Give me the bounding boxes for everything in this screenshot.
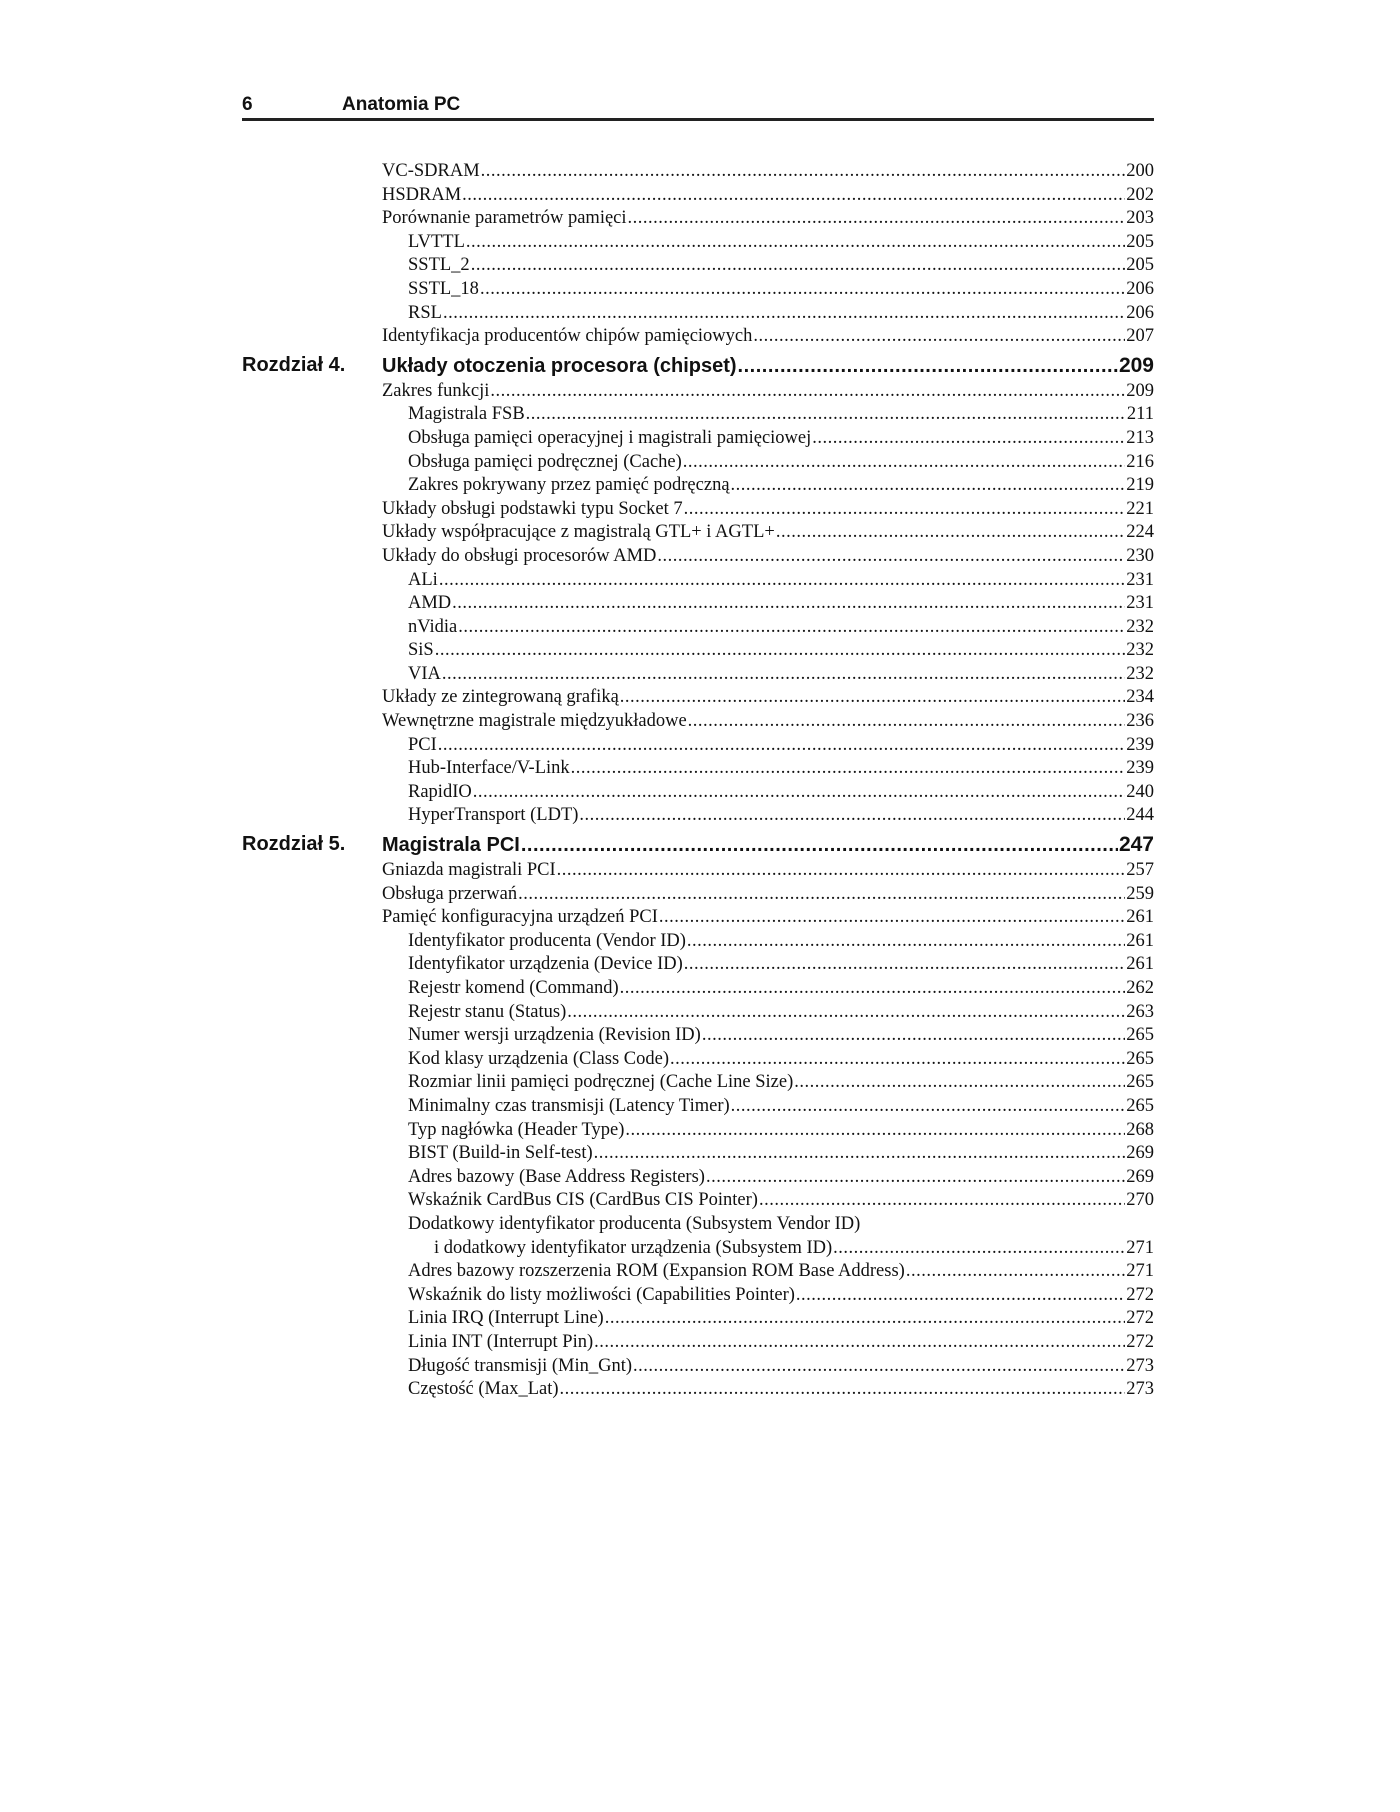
toc-entry [408,781,1154,805]
toc-entry [408,1119,1154,1143]
dot-leader [657,545,1125,569]
toc-entry [408,953,1154,977]
dot-leader [706,1166,1125,1190]
toc-entry [408,977,1154,1001]
entry-title: Długość transmisji (Min_Gnt) [408,1355,633,1376]
dot-leader [567,1001,1125,1025]
entry-title: RSL [408,302,442,323]
entry-title: Zakres pokrywany przez pamięć podręczną [408,475,730,496]
toc-entry [408,1331,1154,1355]
toc-entry [408,474,1154,498]
toc-entry-row [242,906,1154,930]
chapter-label: Rozdział 5. [242,833,346,856]
toc-entry-row [242,1331,1154,1355]
dot-leader [557,859,1126,883]
entry-page-number: 231 [1126,569,1154,590]
dot-leader [684,498,1126,522]
entry-title: RapidIO [408,781,472,802]
entry-title: SSTL_18 [408,278,479,299]
entry-page-number: 232 [1126,616,1154,637]
toc-entry-row [242,451,1154,475]
entry-page-number: 239 [1126,758,1154,779]
entry-title: LVTTL [408,231,465,252]
entry-page-number: 205 [1126,231,1154,252]
dot-leader [620,977,1126,1001]
chapter-entry [382,831,1154,859]
entry-page-number: 265 [1126,1025,1154,1046]
toc-entry [408,1378,1154,1402]
entry-page-number: 272 [1126,1331,1154,1352]
dot-leader [605,1307,1126,1331]
toc-entry-row [242,953,1154,977]
dot-leader [620,686,1125,710]
entry-title: Magistrala FSB [408,404,525,425]
toc-entry-row [242,278,1154,302]
toc-entry-row [242,1213,1154,1237]
toc-entry-row [242,474,1154,498]
toc-entry-row [242,254,1154,278]
toc-entry-row [242,1378,1154,1402]
entry-page-number: 265 [1126,1048,1154,1069]
toc-entry-row [242,498,1154,522]
entry-page-number: 272 [1126,1308,1154,1329]
toc-chapter-row [242,352,1154,379]
dot-leader [452,592,1125,616]
entry-page-number: 263 [1126,1001,1154,1022]
toc-entry-row [242,184,1154,208]
entry-title: Układy do obsługi procesorów AMD [382,545,657,566]
toc-entry [408,616,1154,640]
toc-entry [382,160,1154,184]
chapter-entry [382,352,1154,380]
toc-entry [382,325,1154,349]
entry-title: Pamięć konfiguracyjna urządzeń PCI [382,907,658,928]
entry-page-number: 216 [1126,451,1154,472]
entry-title: Rozmiar linii pamięci podręcznej (Cache Line Size) [408,1072,794,1093]
entry-title: VIA [408,663,441,684]
entry-title: SiS [408,640,434,661]
toc-entry-row [242,781,1154,805]
toc-entry-row [242,380,1154,404]
entry-page-number: 265 [1126,1072,1154,1093]
toc-entry-row [242,1307,1154,1331]
toc-entry [408,403,1154,427]
toc-entry [408,1189,1154,1213]
dot-leader [731,474,1126,498]
toc-entry-row [242,1260,1154,1284]
dot-leader [633,1355,1125,1379]
toc-entry [408,1001,1154,1025]
page-number: 6 [242,94,253,115]
entry-page-number: 272 [1126,1284,1154,1305]
dot-leader [759,1189,1125,1213]
toc-entry [408,1142,1154,1166]
toc-entry-row [242,569,1154,593]
dot-leader [731,1095,1126,1119]
entry-title: Obsługa pamięci podręcznej (Cache) [408,451,682,472]
entry-title: Numer wersji urządzenia (Revision ID) [408,1025,701,1046]
dot-leader [458,616,1125,640]
toc-entry [382,498,1154,522]
entry-title: ALi [408,569,438,590]
toc-entry [408,1024,1154,1048]
entry-page-number: 202 [1126,184,1154,205]
toc-entry-row [242,686,1154,710]
table-of-contents [242,160,1154,1402]
chapter-label: Rozdział 4. [242,353,346,376]
toc-entry [408,569,1154,593]
toc-entry-row [242,1071,1154,1095]
chapter-page-number: 209 [1118,353,1154,377]
entry-title: Wskaźnik CardBus CIS (CardBus CIS Pointer) [408,1190,758,1211]
toc-entry [408,1095,1154,1119]
toc-entry-row [242,545,1154,569]
entry-page-number: 262 [1126,978,1154,998]
entry-title: Układy ze zintegrowaną grafiką [382,687,619,708]
entry-page-number: 224 [1126,522,1154,543]
toc-entry-row [242,930,1154,954]
entry-page-number: 261 [1126,907,1154,928]
chapter-title: Magistrala PCI [382,834,520,857]
entry-title: Adres bazowy rozszerzenia ROM (Expansion ROM Base Address) [408,1261,905,1282]
entry-title: Układy obsługi podstawki typu Socket 7 [382,498,683,519]
dot-leader [812,427,1125,451]
entry-title: Zakres funkcji [382,380,490,401]
dot-leader [439,569,1125,593]
toc-entry-row [242,231,1154,255]
toc-entry [408,663,1154,687]
dot-leader [670,1048,1125,1072]
toc-entry [382,859,1154,883]
dot-leader [687,930,1125,954]
entry-title: Rejestr stanu (Status) [408,1001,567,1022]
entry-title: AMD [408,593,452,614]
entry-page-number: 206 [1126,302,1154,323]
toc-entry-row [242,1024,1154,1048]
entry-title: HyperTransport (LDT) [408,805,579,826]
dot-leader [571,757,1126,781]
entry-page-number: 232 [1126,640,1154,661]
dot-leader [435,639,1126,663]
toc-entry [408,302,1154,326]
dot-leader [625,1119,1125,1143]
dot-leader [526,403,1126,427]
dot-leader [702,1024,1125,1048]
entry-page-number: 209 [1126,380,1154,401]
toc-entry-row [242,1284,1154,1308]
dot-leader [466,231,1125,255]
entry-title: Minimalny czas transmisji (Latency Timer) [408,1095,730,1116]
entry-page-number: 207 [1126,326,1154,347]
dot-leader [796,1284,1125,1308]
toc-entry-row [242,1142,1154,1166]
entry-page-number: 273 [1126,1355,1154,1376]
toc-entry-row [242,207,1154,231]
entry-page-number: 234 [1126,687,1154,708]
toc-entry [408,734,1154,758]
entry-page-number: 273 [1126,1379,1154,1400]
entry-page-number: 200 [1126,161,1154,181]
entry-page-number: 269 [1126,1166,1154,1187]
toc-entry-row [242,616,1154,640]
entry-title: Rejestr komend (Command) [408,978,619,998]
toc-entry-row [242,1095,1154,1119]
dot-leader [906,1260,1125,1284]
entry-page-number: 211 [1126,404,1154,425]
dot-leader [560,1378,1126,1402]
toc-entry-row [242,1237,1154,1261]
toc-entry-row [242,883,1154,907]
toc-entry [408,1307,1154,1331]
dot-leader [481,160,1126,184]
entry-title: VC-SDRAM [382,161,480,181]
dot-leader [753,325,1125,349]
toc-entry [382,380,1154,404]
dot-leader [462,184,1125,208]
running-header [242,88,1154,121]
dot-leader [684,953,1125,977]
entry-title: Identyfikator producenta (Vendor ID) [408,930,686,951]
dot-leader [480,278,1125,302]
entry-page-number: 271 [1126,1237,1154,1258]
dot-leader [579,804,1125,828]
entry-page-number: 244 [1126,805,1154,826]
entry-title: Dodatkowy identyfikator producenta (Subsystem Vendor ID) [408,1213,861,1234]
dot-leader [521,832,1118,859]
toc-entry [382,883,1154,907]
toc-entry [382,686,1154,710]
toc-entry [408,1284,1154,1308]
entry-title: BIST (Build-in Self-test) [408,1143,593,1164]
toc-entry-row [242,592,1154,616]
entry-page-number: 236 [1126,711,1154,732]
toc-entry [408,804,1154,828]
entry-page-number: 265 [1126,1095,1154,1116]
entry-title: Linia IRQ (Interrupt Line) [408,1308,604,1329]
chapter-title: Układy otoczenia procesora (chipset) [382,354,737,377]
entry-page-number: 261 [1126,930,1154,951]
toc-chapter-row [242,831,1154,858]
toc-entry-row [242,1166,1154,1190]
entry-page-number: 239 [1126,734,1154,755]
toc-entry [408,757,1154,781]
toc-entry [408,231,1154,255]
entry-page-number: 271 [1126,1261,1154,1282]
dot-leader [794,1071,1125,1095]
entry-title: nVidia [408,616,458,637]
toc-entry [408,1166,1154,1190]
entry-page-number: 221 [1126,498,1154,519]
dot-leader [776,521,1125,545]
dot-leader [833,1237,1125,1261]
entry-title: Wewnętrzne magistrale międzyukładowe [382,711,687,732]
toc-entry-row [242,1001,1154,1025]
toc-entry-row [242,639,1154,663]
toc-entry [408,1355,1154,1379]
toc-entry-row [242,757,1154,781]
toc-entry [382,545,1154,569]
entry-page-number: 268 [1126,1119,1154,1140]
toc-entry-row [242,1189,1154,1213]
toc-entry [382,521,1154,545]
dot-leader [738,353,1118,380]
dot-leader [473,781,1126,805]
entry-page-number: 259 [1126,883,1154,904]
toc-entry [408,592,1154,616]
toc-entry [434,1237,1154,1261]
toc-entry-row [242,160,1154,184]
toc-entry [408,930,1154,954]
toc-entry-row [242,427,1154,451]
toc-entry-row [242,734,1154,758]
toc-entry-row [242,804,1154,828]
toc-entry-row [242,1355,1154,1379]
toc-entry-row [242,325,1154,349]
entry-page-number: 270 [1126,1190,1154,1211]
entry-page-number: 230 [1126,545,1154,566]
toc-entry [408,1048,1154,1072]
toc-entry [382,207,1154,231]
entry-page-number: 231 [1126,593,1154,614]
entry-title: Układy współpracujące z magistralą GTL+ i AGTL+ [382,522,775,543]
entry-page-number: 257 [1126,860,1154,881]
entry-title: Wskaźnik do listy możliwości (Capabilities Pointer) [408,1284,795,1305]
entry-title: Kod klasy urządzenia (Class Code) [408,1048,669,1069]
entry-title: PCI [408,734,437,755]
toc-entry-row [242,1119,1154,1143]
entry-title: Adres bazowy (Base Address Registers) [408,1166,705,1187]
dot-leader [518,883,1125,907]
toc-entry [382,710,1154,734]
toc-entry [408,1071,1154,1095]
entry-title: Częstość (Max_Lat) [408,1379,559,1400]
toc-entry [408,427,1154,451]
entry-title: Identyfikator urządzenia (Device ID) [408,954,683,975]
toc-entry-row [242,663,1154,687]
toc-entry-row [242,859,1154,883]
dot-leader [471,254,1126,278]
entry-title: Hub-Interface/V-Link [408,758,570,779]
toc-entry-row [242,302,1154,326]
entry-page-number: 213 [1126,427,1154,448]
toc-entry-row [242,403,1154,427]
toc-entry-row [242,977,1154,1001]
dot-leader [443,302,1125,326]
toc-entry [408,254,1154,278]
toc-entry-row [242,710,1154,734]
toc-entry [408,639,1154,663]
toc-entry [382,184,1154,208]
entry-title: Obsługa przerwań [382,883,518,904]
dot-leader [490,380,1125,404]
entry-title: Typ nagłówka (Header Type) [408,1119,625,1140]
dot-leader [683,451,1125,475]
toc-entry [408,278,1154,302]
dot-leader [594,1142,1126,1166]
toc-entry-row [242,521,1154,545]
entry-title: Obsługa pamięci operacyjnej i magistrali pamięciowej [408,427,812,448]
dot-leader [688,710,1126,734]
toc-entry [408,1260,1154,1284]
toc-entry [408,1213,860,1237]
entry-page-number: 269 [1126,1143,1154,1164]
entry-page-number: 240 [1126,781,1154,802]
dot-leader [594,1331,1125,1355]
entry-title: Identyfikacja producentów chipów pamięciowych [382,326,753,347]
book-title: Anatomia PC [342,94,461,115]
entry-page-number: 261 [1126,954,1154,975]
entry-title: SSTL_2 [408,255,470,276]
toc-entry [408,451,1154,475]
entry-title: Gniazda magistrali PCI [382,860,556,881]
dot-leader [628,207,1126,231]
chapter-page-number: 247 [1118,833,1154,857]
entry-title: Porównanie parametrów pamięci [382,208,627,229]
dot-leader [438,734,1125,758]
entry-page-number: 206 [1126,278,1154,299]
dot-leader [659,906,1125,930]
entry-page-number: 232 [1126,663,1154,684]
entry-title: i dodatkowy identyfikator urządzenia (Subsystem ID) [434,1237,833,1258]
toc-entry [382,906,1154,930]
entry-page-number: 203 [1126,208,1154,229]
dot-leader [442,663,1125,687]
entry-title: HSDRAM [382,184,462,205]
entry-title: Linia INT (Interrupt Pin) [408,1331,594,1352]
toc-entry-row [242,1048,1154,1072]
entry-page-number: 205 [1126,255,1154,276]
entry-page-number: 219 [1126,475,1154,496]
